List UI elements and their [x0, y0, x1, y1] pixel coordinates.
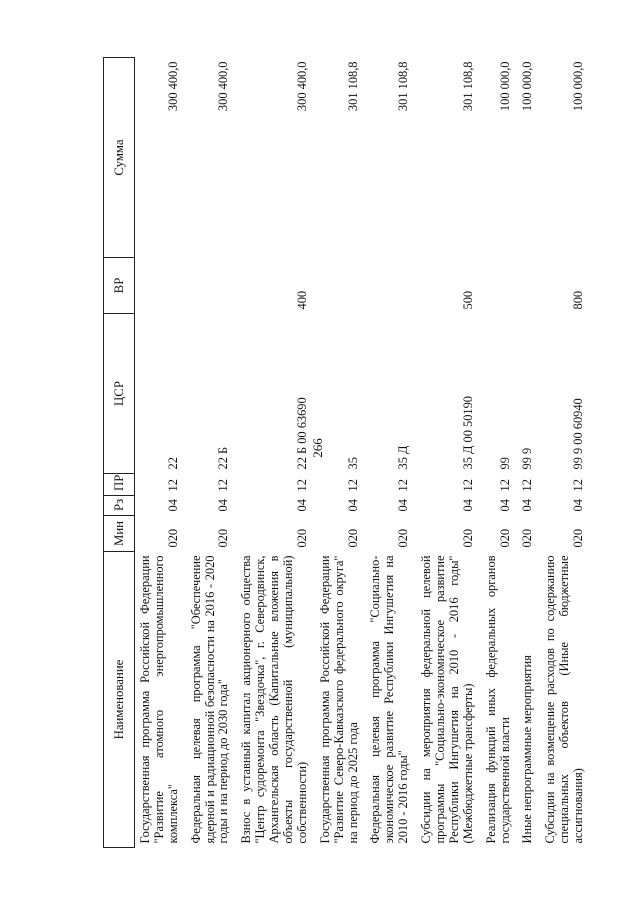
table-row [481, 58, 518, 848]
header-row [104, 58, 135, 848]
cell-pr: 12 [165, 479, 180, 492]
cell-csr: 35 Д 00 50190 [460, 395, 475, 470]
page-number: 266 [310, 438, 325, 458]
header-pr: ПР [104, 474, 135, 496]
cell-name: Взнос в уставный капитал акционерного общества "Центр судоремонта "Звездочка", г. Северодвинск, Архангельская область (Капитальные вложения в объекты государственной (муниципальной) собственности) [239, 555, 309, 844]
cell-pr: 12 [497, 479, 512, 492]
cell-vr [315, 258, 366, 314]
cell-vr [135, 258, 186, 314]
cell-name: Субсидии на мероприятия федеральной целевой программы "Социально-экономическое развитие Республики Ингушетия на 2010 - 2016 годы" (Межбюджетные трансферты) [419, 555, 475, 844]
header-vr: ВР [104, 258, 135, 314]
cell-name: Реализация функций иных федеральных органов государственной власти [483, 555, 512, 844]
cell-name: Государственная программа Российской Федерации "Развитие Северо-Кавказского федерального округа" на период до 2025 года [317, 555, 360, 844]
cell-pr: 12 [520, 479, 535, 492]
cell-sum: 100 000,0 [571, 61, 586, 112]
cell-pr: 12 [460, 479, 475, 492]
cell-pr: 12 [396, 479, 411, 492]
cell-csr: 35 Д [396, 445, 411, 470]
cell-sum: 100 000,0 [520, 61, 535, 112]
cell-csr: 99 9 [520, 447, 535, 470]
table-row [540, 58, 591, 848]
cell-vr [365, 258, 416, 314]
cell-pr: 12 [345, 479, 360, 492]
cell-min: 020 [571, 528, 586, 548]
cell-pr: 12 [216, 479, 231, 492]
cell-min: 020 [345, 528, 360, 548]
cell-rz: 04 [165, 499, 180, 512]
cell-name: Субсидии на возмещение расходов по содержанию специальных объектов (Иные бюджетные ассигнования) [543, 555, 586, 844]
cell-min: 020 [216, 528, 231, 548]
cell-min: 020 [294, 528, 309, 548]
cell-min: 020 [165, 528, 180, 548]
cell-rz: 04 [520, 499, 535, 512]
table-row [186, 58, 237, 848]
cell-sum: 100 000,0 [497, 61, 512, 112]
cell-sum: 301 108,8 [396, 61, 411, 112]
cell-csr: 35 [345, 457, 360, 470]
cell-rz: 04 [571, 499, 586, 512]
cell-sum: 300 400,0 [216, 61, 231, 112]
cell-name: Иные непрограммные мероприятия [520, 655, 535, 844]
cell-csr: 22 Б 00 63690 [294, 397, 309, 470]
cell-min: 020 [497, 528, 512, 548]
header-name: Наименование [104, 552, 135, 848]
cell-min: 020 [396, 528, 411, 548]
cell-rz: 04 [497, 499, 512, 512]
cell-sum: 300 400,0 [165, 61, 180, 112]
cell-name: Федеральная целевая программа "Социально-экономическое развитие Республики Ингушетия на 2010 - 2016 годы" [368, 555, 411, 844]
cell-csr: 22 [165, 457, 180, 470]
cell-rz: 04 [396, 499, 411, 512]
cell-vr [517, 258, 540, 314]
cell-pr: 12 [294, 479, 309, 492]
cell-rz: 04 [460, 499, 475, 512]
rotated-page [103, 58, 618, 848]
cell-csr: 22 Б [216, 446, 231, 470]
cell-vr [186, 258, 237, 314]
header-sum: Сумма [104, 58, 135, 258]
cell-sum: 300 400,0 [294, 61, 309, 112]
cell-rz: 04 [294, 499, 309, 512]
table-row [416, 58, 481, 848]
header-rz: Рз [104, 496, 135, 516]
cell-min: 020 [520, 528, 535, 548]
cell-sum: 301 108,8 [345, 61, 360, 112]
table-row [365, 58, 416, 848]
budget-table [103, 57, 591, 848]
cell-vr: 800 [571, 290, 586, 310]
cell-rz: 04 [216, 499, 231, 512]
table-row [315, 58, 366, 848]
cell-name: Федеральная целевая программа "Обеспечение ядерной и радиационной безопасности на 2016 - 2020 годы и на период до 2030 года" [188, 555, 231, 844]
header-min: Мин [104, 516, 135, 552]
table-row [517, 58, 540, 848]
table-row [135, 58, 186, 848]
cell-pr: 12 [571, 479, 586, 492]
cell-csr: 99 9 00 60940 [571, 398, 586, 470]
cell-vr: 500 [460, 290, 475, 310]
header-csr: ЦСР [104, 314, 135, 474]
cell-name: Государственная программа Российской Федерации "Развитие атомного энергопромышленного комплекса" [138, 555, 180, 844]
cell-vr: 400 [294, 290, 309, 310]
cell-rz: 04 [345, 499, 360, 512]
cell-vr [481, 258, 518, 314]
cell-min: 020 [460, 528, 475, 548]
cell-csr: 99 [497, 457, 512, 470]
cell-sum: 301 108,8 [460, 61, 475, 112]
table-row [236, 58, 314, 848]
